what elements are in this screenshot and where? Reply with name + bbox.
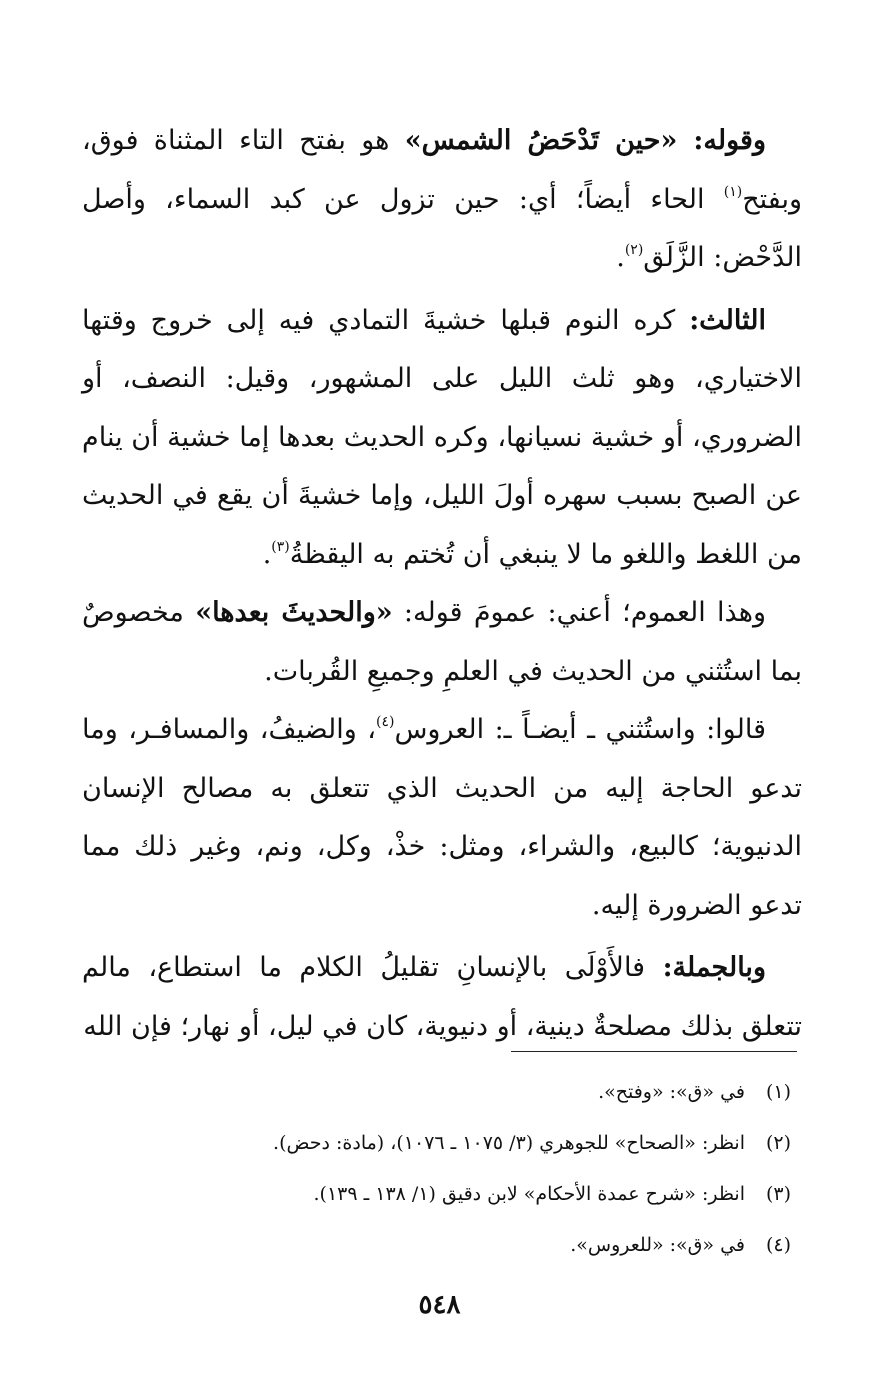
footnote-ref-2[interactable]: (٢): [624, 242, 644, 258]
footnote-ref-1[interactable]: (١): [723, 183, 743, 200]
paragraph-1-lead: وقوله: «حين تَدْحَضُ الشمس»: [404, 125, 766, 156]
footnote-text: في «ق»: «وفتح».: [598, 1081, 745, 1103]
footnote-divider: [511, 1051, 797, 1052]
footnote-3: [77, 1169, 797, 1220]
paragraph-4-text: ، والضيفُ، والمسافـر، وما تدعو الحاجة إليه من الحديث الذي تتعلق به مصالح الإنسان الدنيوية؛ كالبيع، والشراء، ومثل: خذْ، وكل، ونم، وغير ذلك مما تدعو الضرورة إليه.: [82, 714, 802, 921]
paragraph-2-lead: الثالث:: [689, 304, 766, 336]
page-body: [82, 112, 802, 1056]
paragraph-1-end: .: [616, 242, 625, 273]
footnote-ref-3[interactable]: (٣): [271, 538, 290, 555]
paragraph-1-text-2: الحاء أيضاً؛ أي: حين تزول عن كبد السماء، وأصل الدَّحْض: الزَّلَق: [82, 183, 802, 273]
paragraph-2-end: .: [262, 538, 272, 570]
footnotes: [77, 1067, 797, 1271]
footnote-number: (٢): [765, 1132, 791, 1154]
footnote-number: (٣): [765, 1183, 791, 1205]
paragraph-1: [82, 112, 802, 288]
footnote-text: في «ق»: «للعروس».: [570, 1234, 745, 1256]
paragraph-4-text-before: قالوا: واستُثني ـ أيضـاً ـ: العروس: [394, 714, 766, 745]
paragraph-3-text-before: وهذا العموم؛ أعني: عمومَ قوله:: [392, 597, 767, 628]
paragraph-5-text: فالأَوْلَى بالإنسانِ تقليلُ الكلام ما استطاع، مالم تتعلق بذلك مصلحةٌ دينية، أو دنيوية، كان في ليل، أو نهار؛ فإن الله: [82, 952, 802, 1042]
footnote-text: انظر: «شرح عمدة الأحكام» لابن دقيق (١/ ١٣٨ ـ ١٣٩).: [313, 1183, 745, 1205]
footnote-ref-4[interactable]: (٤): [375, 714, 395, 730]
paragraph-5-lead: وبالجملة:: [662, 952, 766, 983]
paragraph-3-text: مخصوصٌ بما استُثني من الحديث في العلمِ وجميعِ القُربات.: [82, 597, 802, 687]
paragraph-5: [82, 939, 802, 1056]
paragraph-3-lead: «والحديثَ بعدها»: [195, 597, 393, 628]
paragraph-4: [82, 701, 802, 935]
footnote-4: [77, 1220, 797, 1271]
page-number: ٥٤٨: [418, 1290, 461, 1320]
footnote-number: (٤): [765, 1234, 791, 1256]
footnote-2: [77, 1118, 797, 1169]
paragraph-2: [82, 292, 802, 585]
footnote-number: (١): [765, 1081, 791, 1103]
paragraph-3: [82, 584, 802, 701]
paragraph-1-text: هو بفتح التاء المثناة فوق، وبفتح: [82, 125, 802, 215]
paragraph-2-text: كره النوم قبلها خشيةَ التمادي فيه إلى خروج وقتها الاختياري، وهو ثلث الليل على المشهور، وقيل: النصف، أو الضروري، أو خشية نسيانها، وكره الحديث بعدها إما خشية أن ينام عن الصبح بسبب سهره أولَ الليل، وإما خشيةَ أن يقع في الحديث من اللغط واللغو ما لا ينبغي أن تُختم به اليقظةُ: [82, 304, 802, 570]
footnote-1: [77, 1067, 797, 1118]
main-text: [82, 112, 802, 1056]
footnote-text: انظر: «الصحاح» للجوهري (٣/ ١٠٧٥ ـ ١٠٧٦)، (مادة: دحض).: [273, 1132, 745, 1154]
